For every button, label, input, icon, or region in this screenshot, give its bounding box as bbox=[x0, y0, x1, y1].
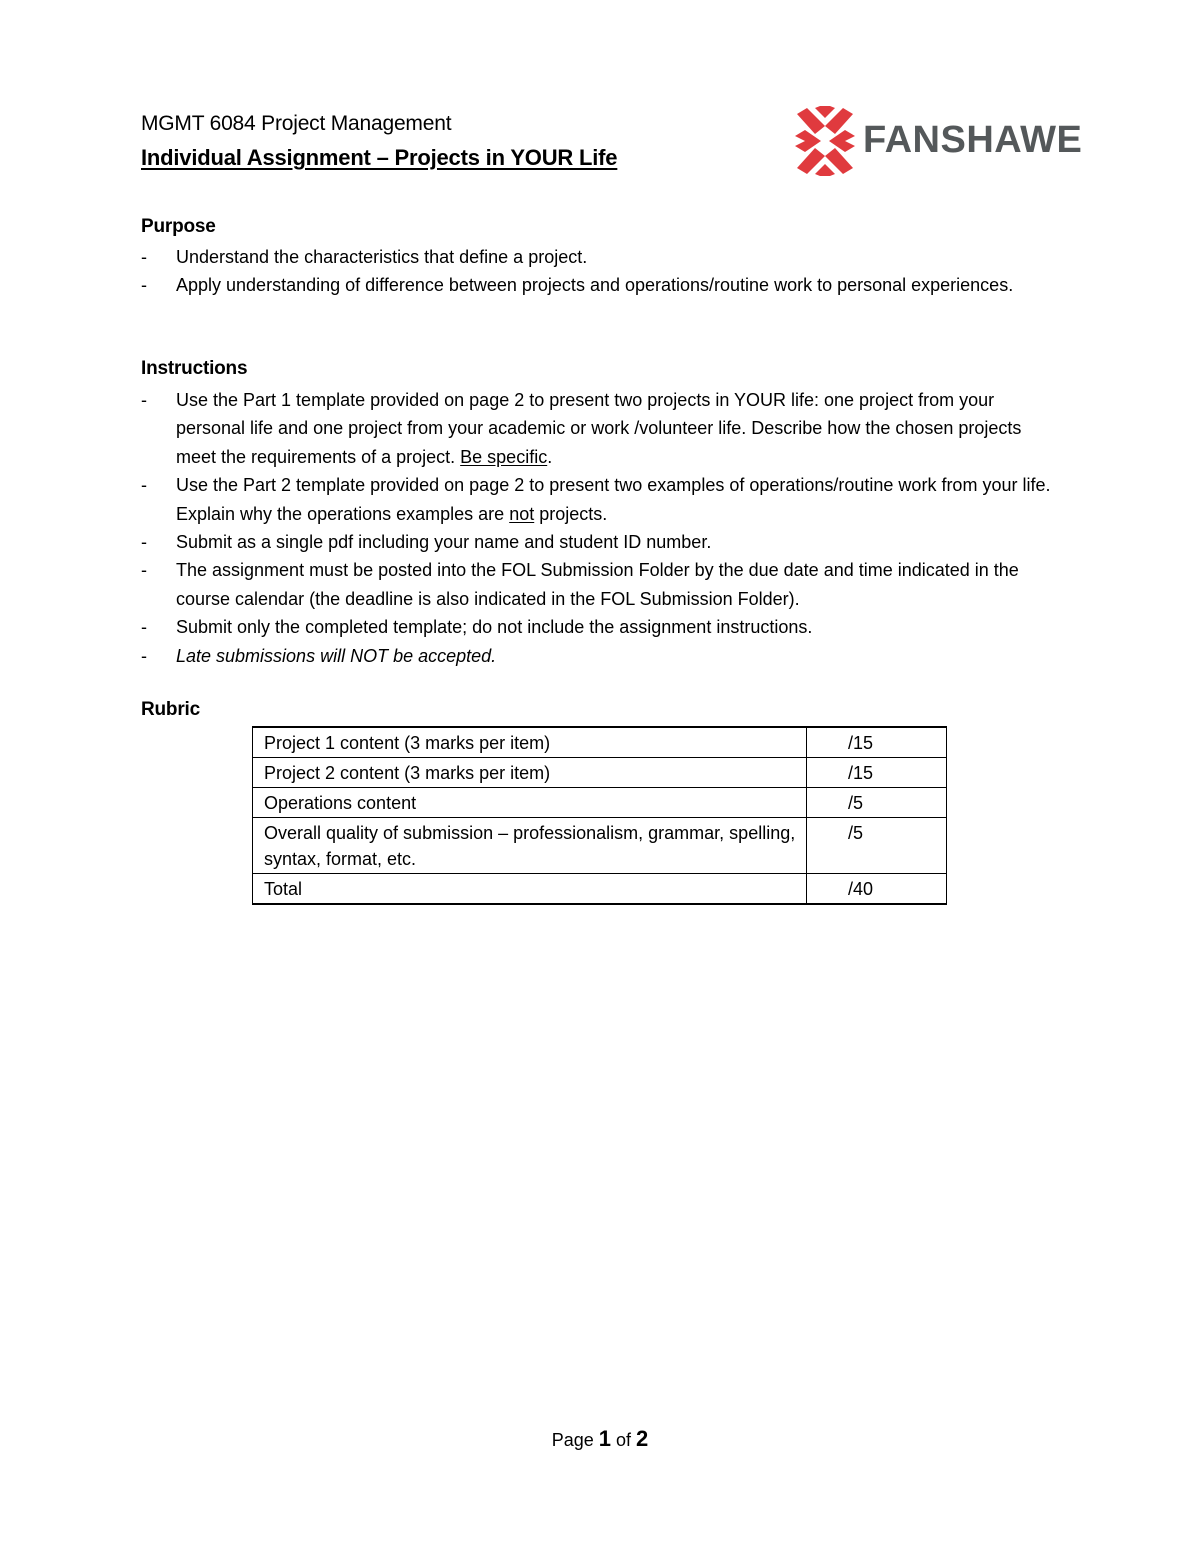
rubric-criterion: Project 1 content (3 marks per item) bbox=[253, 727, 807, 758]
logo-wordmark: FANSHAWE bbox=[863, 119, 1083, 161]
rubric-table bbox=[252, 726, 947, 905]
purpose-list bbox=[141, 243, 1061, 300]
instructions-list bbox=[141, 386, 1061, 670]
purpose-heading: Purpose bbox=[141, 216, 216, 237]
page-footer bbox=[0, 1426, 1200, 1452]
rubric-heading: Rubric bbox=[141, 699, 200, 720]
rubric-score: /15 bbox=[807, 758, 947, 788]
list-item: - Use the Part 2 template provided on page 2 to present two examples of operations/routine work from your life. Explain why the operations examples are not projects. bbox=[141, 475, 1051, 524]
rubric-criterion: Total bbox=[253, 874, 807, 905]
page-number: 1 bbox=[598, 1426, 611, 1451]
list-item: - The assignment must be posted into the FOL Submission Folder by the due date and time indicated in the course calendar (the deadline is also indicated in the FOL Submission Folder). bbox=[141, 560, 1019, 609]
table-row bbox=[253, 727, 947, 758]
list-item: - Understand the characteristics that define a project. bbox=[141, 247, 588, 267]
table-row bbox=[253, 874, 947, 905]
assignment-title: Individual Assignment – Projects in YOUR Life bbox=[141, 145, 618, 170]
rubric-score: /5 bbox=[807, 788, 947, 818]
list-item: - Submit as a single pdf including your name and student ID number. bbox=[141, 532, 712, 553]
rubric-criterion: Overall quality of submission – professionalism, grammar, spelling, syntax, format, etc. bbox=[253, 818, 807, 874]
list-item: - Apply understanding of difference between projects and operations/routine work to personal experiences. bbox=[141, 275, 1014, 296]
list-item: - Use the Part 1 template provided on page 2 to present two projects in YOUR life: one project from your personal life and one project from your academic or work /volunteer life. Describe how the chosen projects meet the requirements of a project. Be specific. bbox=[141, 390, 1022, 467]
rubric-criterion: Operations content bbox=[253, 788, 807, 818]
of-label: of bbox=[616, 1430, 632, 1450]
page-total: 2 bbox=[636, 1426, 649, 1451]
rubric-score: /5 bbox=[807, 818, 947, 874]
page-label: Page bbox=[551, 1430, 594, 1450]
rubric-score: /15 bbox=[807, 727, 947, 758]
list-item: - Submit only the completed template; do not include the assignment instructions. bbox=[141, 617, 813, 638]
rubric-criterion: Project 2 content (3 marks per item) bbox=[253, 758, 807, 788]
instructions-heading: Instructions bbox=[141, 358, 248, 379]
course-name: MGMT 6084 Project Management bbox=[141, 112, 452, 135]
fanshawe-logo bbox=[793, 106, 1083, 176]
table-row bbox=[253, 818, 947, 874]
fanshawe-logo-mark-icon bbox=[793, 106, 857, 176]
table-row bbox=[253, 758, 947, 788]
list-item: - Late submissions will NOT be accepted. bbox=[141, 645, 497, 666]
rubric-score: /40 bbox=[807, 874, 947, 905]
table-row bbox=[253, 788, 947, 818]
